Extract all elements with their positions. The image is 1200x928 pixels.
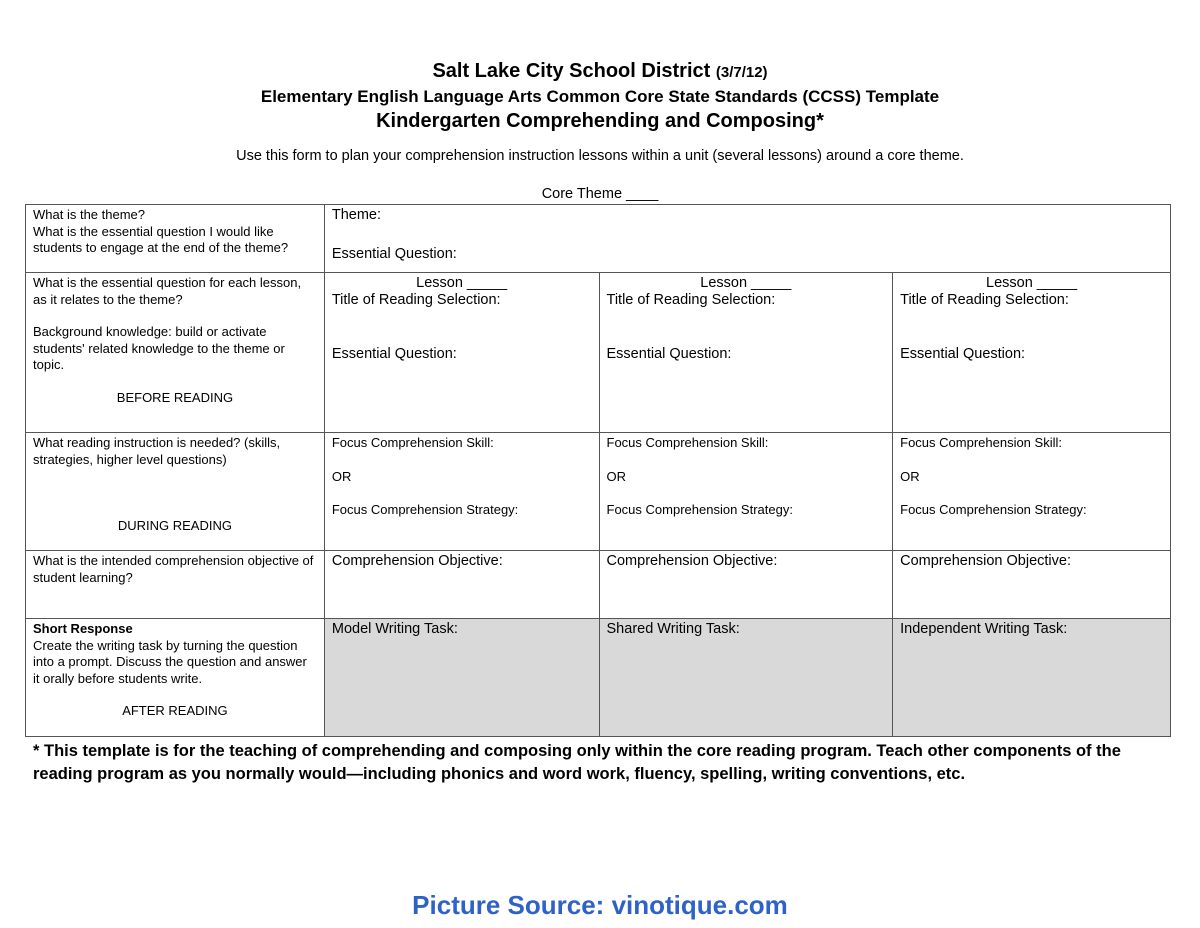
before-reading-prompt: [26, 273, 325, 433]
short-response-heading: Short Response: [33, 621, 133, 636]
lesson-cell-2[interactable]: [599, 273, 893, 433]
document-date: (3/7/12): [715, 64, 768, 81]
after-reading-row: [26, 619, 1171, 737]
focus-cell-2[interactable]: [599, 433, 893, 551]
theme-essential-question-label: Essential Question:: [331, 245, 457, 262]
or-label: OR: [331, 468, 352, 484]
district-name: Salt Lake City School District: [432, 60, 711, 82]
lesson-cell-1[interactable]: [324, 273, 599, 433]
focus-strategy-label: Focus Comprehension Strategy:: [900, 502, 1087, 517]
footnote: * This template is for the teaching of comprehending and composing only within the core reading program. Teach other components of the reading program as you normally would—including phonics and word work, fluency, spelling, writing conventions, etc.: [33, 742, 1121, 783]
during-reading-label: DURING READING: [117, 518, 232, 533]
lesson-essential-question-label: Essential Question:: [606, 346, 732, 362]
model-writing-cell[interactable]: Model Writing Task:: [324, 619, 599, 737]
objective-cell-3[interactable]: Comprehension Objective:: [893, 551, 1171, 619]
lesson-essential-question-label: Essential Question:: [900, 346, 1026, 362]
lesson-plan-table: [25, 204, 1171, 737]
before-reading-row: [26, 273, 1171, 433]
or-label: OR: [900, 468, 920, 484]
picture-source-caption: Picture Source: vinotique.com: [412, 890, 788, 920]
lesson-cell-3[interactable]: [893, 273, 1171, 433]
or-label: OR: [606, 468, 627, 484]
focus-strategy-label: Focus Comprehension Strategy:: [331, 502, 519, 517]
focus-strategy-label: Focus Comprehension Strategy:: [606, 502, 793, 517]
grade-title: Kindergarten Comprehending and Composing*: [376, 110, 824, 132]
lesson-essential-question-label: Essential Question:: [331, 346, 457, 362]
during-reading-prompt: [26, 433, 325, 551]
after-reading-label: AFTER READING: [122, 703, 228, 718]
template-subtitle: Elementary English Language Arts Common Core State Standards (CCSS) Template: [260, 87, 940, 106]
objective-row: [26, 551, 1171, 619]
background-knowledge-prompt: Background knowledge: build or activate students' related knowledge to the theme or topic.: [33, 324, 285, 372]
objective-cell-1[interactable]: Comprehension Objective:: [324, 551, 599, 619]
after-reading-prompt: [26, 619, 325, 737]
focus-skill-label: Focus Comprehension Skill:: [331, 435, 494, 450]
district-title: [0, 58, 1200, 86]
theme-cell[interactable]: [324, 205, 1170, 273]
objective-prompt: What is the intended comprehension objective of student learning?: [26, 551, 325, 619]
objective-cell-2[interactable]: Comprehension Objective:: [599, 551, 893, 619]
focus-cell-3[interactable]: [893, 433, 1171, 551]
lesson-number-label: Lesson _____: [986, 275, 1078, 291]
instructions-text: Use this form to plan your comprehension instruction lessons within a unit (several lessons) around a core theme.: [236, 148, 964, 164]
reading-selection-label: Title of Reading Selection:: [331, 291, 501, 308]
lesson-question-prompt: What is the essential question for each lesson, as it relates to the theme?: [33, 275, 302, 307]
lesson-number-label: Lesson _____: [700, 275, 792, 291]
focus-skill-label: Focus Comprehension Skill:: [606, 435, 769, 450]
independent-writing-cell[interactable]: Independent Writing Task:: [893, 619, 1171, 737]
focus-skill-label: Focus Comprehension Skill:: [900, 435, 1062, 450]
focus-cell-1[interactable]: [324, 433, 599, 551]
during-reading-row: [26, 433, 1171, 551]
lesson-number-label: Lesson _____: [416, 275, 508, 291]
reading-instruction-prompt: What reading instruction is needed? (skills, strategies, higher level questions): [33, 435, 281, 467]
theme-prompt: What is the theme? What is the essential question I would like students to engage at the end of the theme?: [26, 205, 325, 273]
theme-label: Theme:: [331, 207, 382, 223]
writing-task-prompt: Create the writing task by turning the question into a prompt. Discuss the question and answer it orally before students write.: [33, 637, 307, 686]
reading-selection-label: Title of Reading Selection:: [900, 291, 1069, 308]
core-theme-label: Core Theme ____: [541, 186, 659, 202]
reading-selection-label: Title of Reading Selection:: [606, 291, 776, 308]
theme-row: [26, 205, 1171, 273]
shared-writing-cell[interactable]: Shared Writing Task:: [599, 619, 893, 737]
before-reading-label: BEFORE READING: [116, 389, 234, 405]
document-header: [0, 58, 1200, 134]
